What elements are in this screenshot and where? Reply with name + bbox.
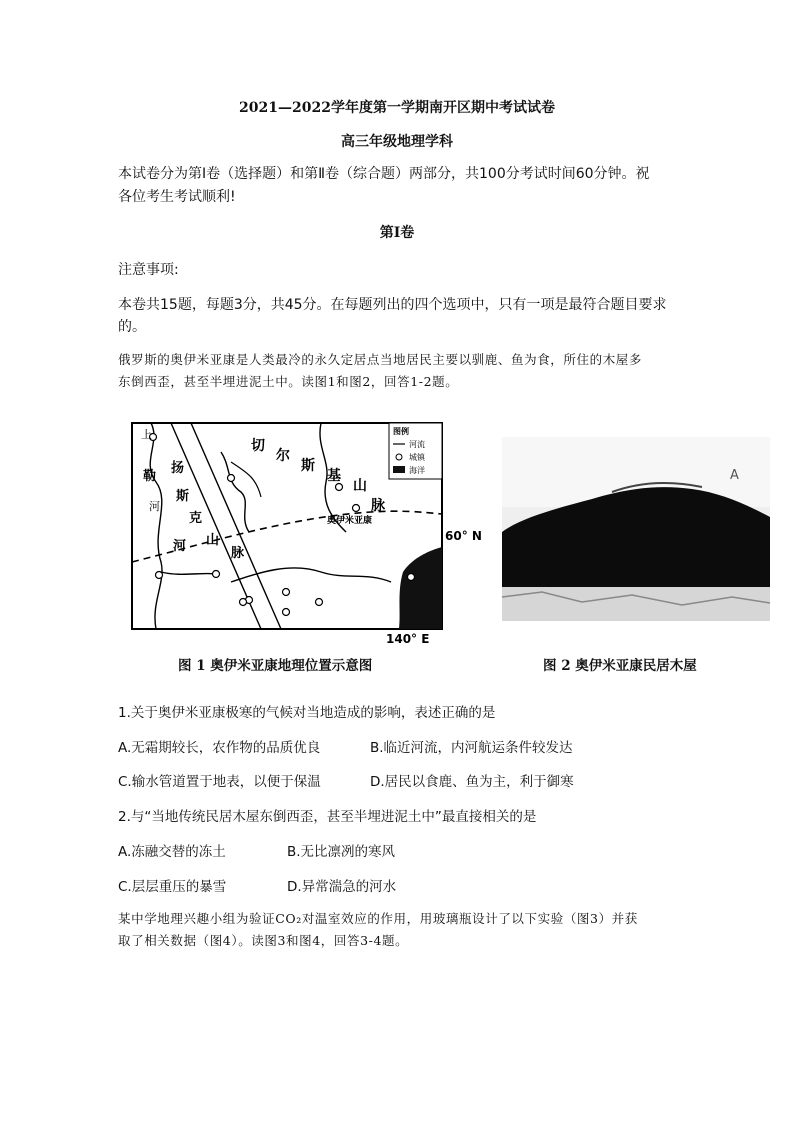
q2-option-c[interactable]: C.层层重压的暴雪 xyxy=(118,879,227,895)
section-title: 第Ⅰ卷 xyxy=(379,225,415,241)
town-marker xyxy=(156,572,163,579)
town-marker xyxy=(283,589,290,596)
notes-line-1: 本卷共15题，每题3分，共45分。在每题列出的四个选项中，只有一项是最符合题目要求 xyxy=(118,297,667,313)
map-label: 脉 xyxy=(371,498,385,514)
map-label: 脉 xyxy=(231,546,245,561)
town-marker xyxy=(240,599,247,606)
map-label: 山 xyxy=(206,533,220,548)
map-label: 斯 xyxy=(176,489,190,504)
q2-option-a[interactable]: A.冻融交替的冻土 xyxy=(118,844,226,860)
legend-town-label: 城镇 xyxy=(409,453,425,462)
town-marker xyxy=(228,475,235,482)
q1-stem: 1.关于奥伊米亚康极寒的气候对当地造成的影响，表述正确的是 xyxy=(118,705,496,721)
map-label: 切 xyxy=(251,438,265,454)
town-marker xyxy=(353,505,360,512)
map-label: 尔 xyxy=(276,448,290,464)
longitude-label: 140° E xyxy=(386,632,430,646)
map-label: 斯 xyxy=(301,458,315,474)
passage1-line-2: 东倒西歪，甚至半埋进泥土中。读图1和图2，回答1-2题。 xyxy=(118,374,459,389)
map-label: 河 xyxy=(173,539,187,554)
town-marker xyxy=(408,574,415,581)
legend-ocean-swatch xyxy=(393,466,405,473)
latitude-label: 60° N xyxy=(445,529,482,543)
notes-line-2: 的。 xyxy=(118,319,146,335)
q1-option-b[interactable]: B.临近河流，内河航运条件较发达 xyxy=(370,740,573,756)
legend-title: 图例 xyxy=(393,427,409,436)
legend-ocean-label: 海洋 xyxy=(409,466,425,475)
town-marker xyxy=(283,609,290,616)
map-label: 基 xyxy=(327,468,341,484)
figure1-caption: 图 1 奥伊米亚康地理位置示意图 xyxy=(178,658,373,674)
figure2-caption: 图 2 奥伊米亚康民居木屋 xyxy=(543,658,697,674)
photo-corner-label: A xyxy=(730,468,739,483)
q1-option-d[interactable]: D.居民以食鹿、鱼为主，利于御寒 xyxy=(370,774,574,790)
q1-option-c[interactable]: C.输水管道置于地表，以便于保温 xyxy=(118,774,321,790)
map-label: 勒 xyxy=(143,469,157,484)
map-label: 山 xyxy=(353,478,367,494)
figure1-map xyxy=(131,422,482,652)
map-label-top-left: 上 xyxy=(141,428,152,441)
town-label-oymyakon: 奥伊米亚康 xyxy=(327,516,373,526)
exam-title: 2021—2022学年度第一学期南开区期中考试试卷 xyxy=(239,100,555,116)
map-label: 克 xyxy=(189,511,203,526)
map-label: 河 xyxy=(149,500,160,513)
notes-label: 注意事项: xyxy=(118,262,179,278)
intro-line-2: 各位考生考试顺利! xyxy=(118,189,236,205)
map-label: 扬 xyxy=(171,461,185,476)
town-marker xyxy=(213,571,220,578)
q2-option-d[interactable]: D.异常湍急的河水 xyxy=(287,879,397,895)
passage2-line-1: 某中学地理兴趣小组为验证CO₂对温室效应的作用，用玻璃瓶设计了以下实验（图3）并获 xyxy=(118,911,638,926)
legend-river-label: 河流 xyxy=(409,440,425,449)
figure2-photo xyxy=(502,437,770,621)
town-marker xyxy=(336,484,343,491)
passage2-line-2: 取了相关数据（图4）。读图3和图4，回答3-4题。 xyxy=(118,933,409,948)
legend-town-swatch xyxy=(396,454,402,460)
exam-subtitle: 高三年级地理学科 xyxy=(341,134,453,150)
passage1-line-1: 俄罗斯的奥伊米亚康是人类最冷的永久定居点当地居民主要以驯鹿、鱼为食，所住的木屋多 xyxy=(118,352,643,367)
town-marker xyxy=(316,599,323,606)
q2-stem: 2.与“当地传统民居木屋东倒西歪，甚至半埋进泥土中”最直接相关的是 xyxy=(118,809,537,825)
q1-option-a[interactable]: A.无霜期较长，农作物的品质优良 xyxy=(118,740,321,756)
intro-line-1: 本试卷分为第Ⅰ卷（选择题）和第Ⅱ卷（综合题）两部分，共100分考试时间60分钟。祝 xyxy=(118,166,650,182)
q2-option-b[interactable]: B.无比凛冽的寒风 xyxy=(287,844,396,860)
